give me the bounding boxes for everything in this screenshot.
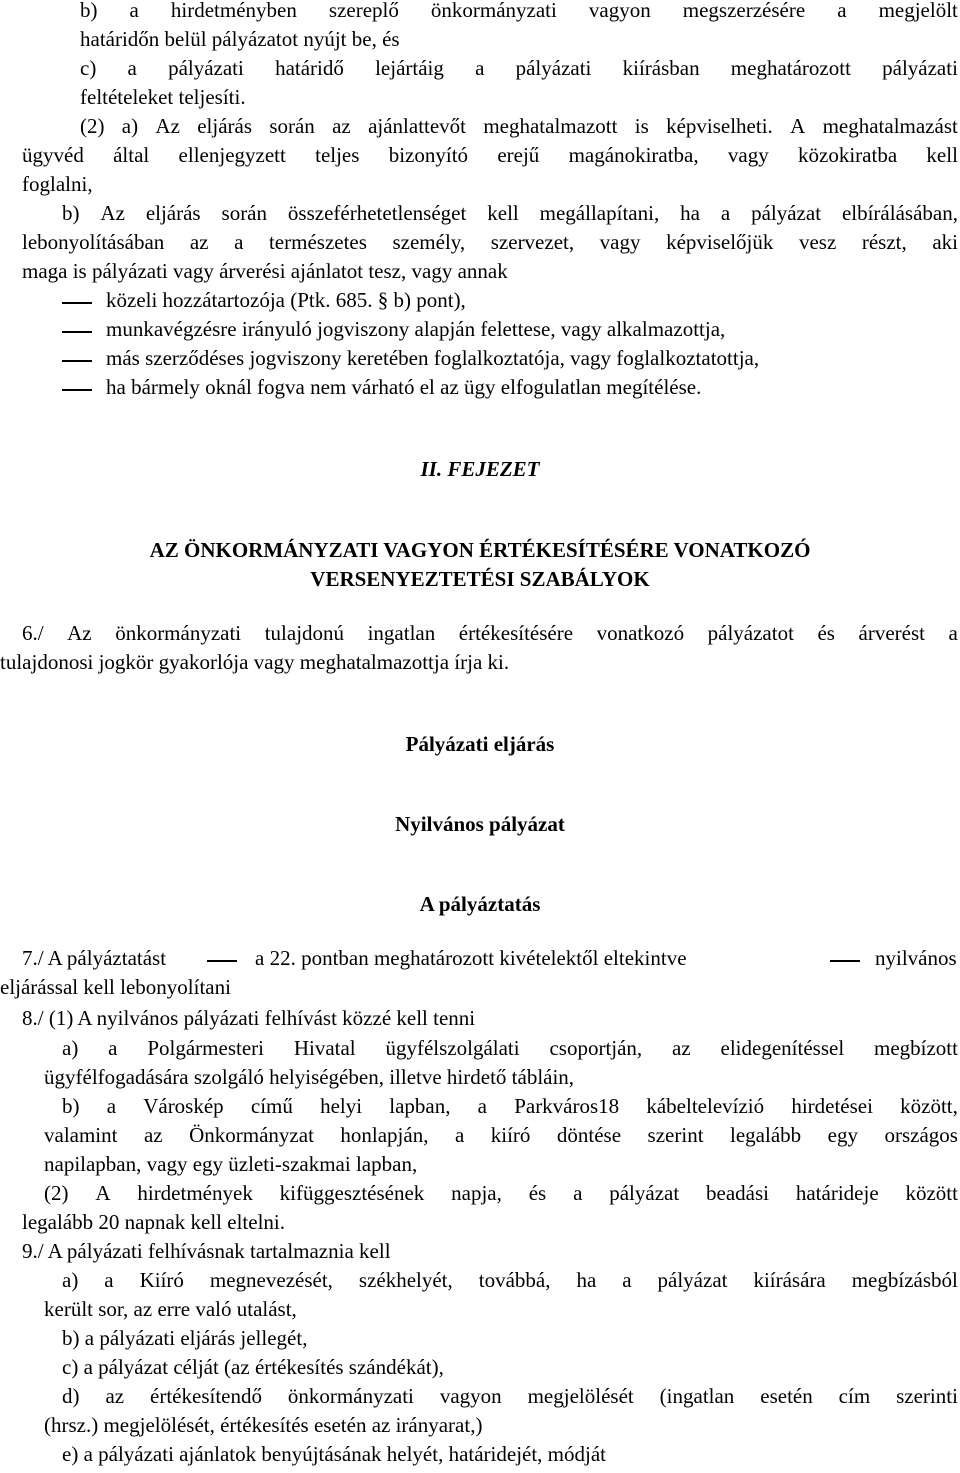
paragraph-line: eljárással kell lebonyolítani: [0, 975, 231, 999]
list-dash: [830, 960, 860, 962]
paragraph-line: b) a pályázati eljárás jellegét,: [62, 1326, 308, 1350]
list-dash: [62, 360, 92, 362]
list-dash: [62, 302, 92, 304]
paragraph-line: 9./ A pályázati felhívásnak tartalmaznia kell: [22, 1239, 391, 1263]
paragraph-line: ügyfélfogadására szolgáló helyiségében, illetve hirdető tábláin,: [44, 1065, 575, 1089]
paragraph-line: d) az értékesítendő önkormányzati vagyon megjelölését (ingatlan esetén cím szerinti: [62, 1384, 958, 1408]
paragraph-line: nyilvános: [875, 946, 957, 970]
paragraph-line: a) a Polgármesteri Hivatal ügyfélszolgálati csoportján, az elidegenítéssel megbízott: [62, 1036, 958, 1060]
paragraph-line: c) a pályázat célját (az értékesítés szándékát),: [62, 1355, 444, 1379]
text-line: feltételeket teljesíti.: [80, 85, 246, 109]
paragraph-line: 6./ Az önkormányzati tulajdonú ingatlan értékesítésére vonatkozó pályázatot és árverést a: [22, 621, 958, 645]
text-line: lebonyolításában az a természetes személy, szervezet, vagy képviselőjük vesz részt, aki: [22, 230, 958, 254]
paragraph-line: tulajdonosi jogkör gyakorlója vagy meghatalmazottja írja ki.: [0, 650, 510, 674]
list-dash: [62, 331, 92, 333]
paragraph-line: (hrsz.) megjelölését, értékesítés esetén az irányarat,): [44, 1413, 483, 1437]
list-item: más szerződéses jogviszony keretében foglalkoztatója, vagy foglalkoztatottja,: [106, 346, 760, 370]
text-line: b) Az eljárás során összeférhetetlenséget kell megállapítani, ha a pályázat elbírálásában,: [62, 201, 958, 225]
paragraph-line: a 22. pontban meghatározott kivételektől eltekintve: [255, 946, 687, 970]
chapter-heading: II. FEJEZET: [420, 457, 540, 481]
text-line: határidőn belül pályázatot nyújt be, és: [80, 27, 400, 51]
chapter-title: AZ ÖNKORMÁNYZATI VAGYON ÉRTÉKESÍTÉSÉRE VONATKOZÓ: [149, 538, 811, 562]
text-line: maga is pályázati vagy árverési ajánlatot tesz, vagy annak: [22, 259, 508, 283]
paragraph-line: valamint az Önkormányzat honlapján, a kiíró döntése szerint legalább egy országos: [44, 1123, 958, 1147]
paragraph-line: került sor, az erre való utalást,: [44, 1297, 297, 1321]
section-heading: Pályázati eljárás: [405, 732, 555, 756]
text-line: (2) a) Az eljárás során az ajánlattevőt meghatalmazott is képviselheti. A meghatalmazást: [80, 114, 958, 138]
paragraph-line: napilapban, vagy egy üzleti-szakmai lapban,: [44, 1152, 418, 1176]
chapter-title: VERSENYEZTETÉSI SZABÁLYOK: [310, 567, 650, 591]
paragraph-line: b) a Városkép című helyi lapban, a Parkváros18 kábeltelevízió hirdetései között,: [62, 1094, 958, 1118]
paragraph-line: legalább 20 napnak kell eltelni.: [22, 1210, 285, 1234]
section-heading: A pályáztatás: [419, 892, 541, 916]
list-dash: [62, 389, 92, 391]
paragraph-line: (2) A hirdetmények kifüggesztésének napja, és a pályázat beadási határideje között: [44, 1181, 958, 1205]
list-item: munkavégzésre irányuló jogviszony alapján felettese, vagy alkalmazottja,: [106, 317, 726, 341]
list-dash: [207, 960, 237, 962]
paragraph-line: a) a Kiíró megnevezését, székhelyét, továbbá, ha a pályázat kiírására megbízásból: [62, 1268, 958, 1292]
text-line: foglalni,: [22, 172, 93, 196]
text-line: c) a pályázati határidő lejártáig a pályázati kiírásban meghatározott pályázati: [80, 56, 958, 80]
text-line: b) a hirdetményben szereplő önkormányzati vagyon megszerzésére a megjelölt: [80, 0, 958, 22]
text-line: ügyvéd által ellenjegyzett teljes bizonyító erejű magánokiratba, vagy közokiratba kell: [22, 143, 958, 167]
list-item: közeli hozzátartozója (Ptk. 685. § b) pont),: [106, 288, 466, 312]
paragraph-line: e) a pályázati ajánlatok benyújtásának helyét, határidejét, módját: [62, 1442, 607, 1466]
list-item: ha bármely oknál fogva nem várható el az ügy elfogulatlan megítélése.: [106, 375, 702, 399]
section-heading: Nyilvános pályázat: [395, 812, 565, 836]
paragraph-line: 7./ A pályáztatást: [22, 946, 167, 970]
paragraph-line: 8./ (1) A nyilvános pályázati felhívást közzé kell tenni: [22, 1006, 476, 1030]
